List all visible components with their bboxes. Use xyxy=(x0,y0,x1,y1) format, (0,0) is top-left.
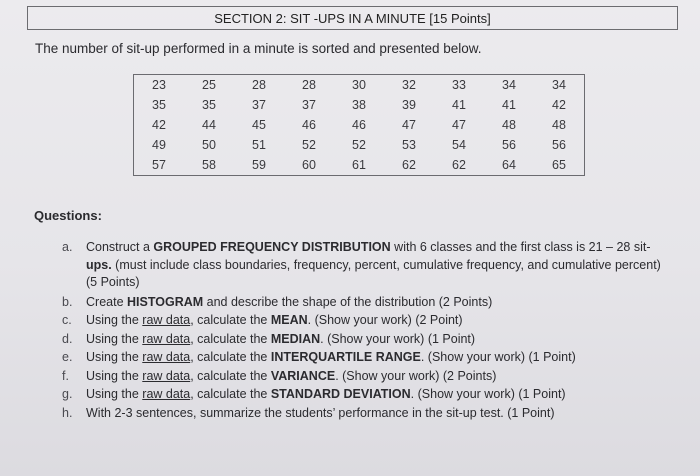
question-text xyxy=(86,312,668,330)
question-letter: b. xyxy=(62,294,73,309)
text-run: raw data xyxy=(142,387,191,401)
question-text xyxy=(86,239,668,292)
question-letter: a. xyxy=(62,240,73,254)
question-f xyxy=(62,368,668,386)
table-cell: 28 xyxy=(302,78,316,92)
question-h xyxy=(62,405,668,423)
table-cell: 54 xyxy=(452,138,466,152)
table-cell: 57 xyxy=(152,158,166,172)
table-cell: 46 xyxy=(302,118,316,132)
text-run: Using the xyxy=(86,350,143,364)
text-run: Using the xyxy=(86,331,143,346)
text-run: , calculate the xyxy=(190,368,271,383)
question-b xyxy=(62,294,668,312)
text-run: Construct a xyxy=(86,240,154,254)
text-run: . (Show your work) (1 Point) xyxy=(410,387,566,401)
table-cell: 33 xyxy=(452,78,466,92)
table-cell: 30 xyxy=(352,78,366,92)
questions-heading: Questions: xyxy=(34,208,102,223)
question-g xyxy=(62,386,668,404)
table-cell: 47 xyxy=(402,118,416,132)
table-cell: 59 xyxy=(252,158,266,172)
text-run: , calculate the xyxy=(190,313,271,327)
question-e xyxy=(62,349,668,367)
text-run: STANDARD DEVIATION xyxy=(270,387,411,401)
table-cell: 44 xyxy=(202,118,216,132)
text-run: with 6 classes and the first class is 21 – 28 sit- xyxy=(390,240,651,254)
table-cell: 37 xyxy=(252,98,266,112)
table-row xyxy=(134,155,585,176)
table-cell: 35 xyxy=(152,98,166,112)
table-cell: 25 xyxy=(202,78,216,92)
data-table xyxy=(133,74,585,176)
table-cell: 62 xyxy=(402,158,416,172)
question-a xyxy=(62,239,668,292)
table-cell: 53 xyxy=(402,138,416,152)
text-run: . (Show your work) (2 Points) xyxy=(335,368,497,383)
table-cell: 34 xyxy=(552,78,566,92)
table-row xyxy=(134,135,585,155)
table-cell: 65 xyxy=(552,158,566,172)
table-cell: 23 xyxy=(152,78,166,92)
table-cell: 32 xyxy=(402,78,416,92)
table-cell: 61 xyxy=(352,158,366,172)
question-letter: c. xyxy=(62,313,72,327)
text-run: (must include class boundaries, frequency, percent, cumulative frequency, and cumulative percent) (5 Points) xyxy=(86,257,661,289)
question-c xyxy=(62,312,668,330)
question-letter: f. xyxy=(62,368,69,383)
text-run: Using the xyxy=(86,368,143,383)
table-cell: 28 xyxy=(252,78,266,92)
table-cell: 46 xyxy=(352,118,366,132)
question-text xyxy=(86,294,668,312)
table-cell: 41 xyxy=(452,98,466,112)
table-cell: 50 xyxy=(202,138,216,152)
table-cell: 62 xyxy=(452,158,466,172)
table-cell: 56 xyxy=(502,138,516,152)
text-run: INTERQUARTILE RANGE xyxy=(270,350,421,364)
table-cell: 35 xyxy=(202,98,216,112)
table-cell: 42 xyxy=(552,98,566,112)
text-run: raw data xyxy=(142,368,191,383)
table-row xyxy=(134,95,585,115)
table-cell: 48 xyxy=(552,118,566,132)
question-text xyxy=(86,331,668,349)
text-run: Create xyxy=(86,294,127,309)
table-cell: 64 xyxy=(502,158,516,172)
table-row xyxy=(134,115,585,135)
text-run: . (Show your work) (2 Point) xyxy=(307,313,463,327)
table-cell: 47 xyxy=(452,118,466,132)
text-run: MEDIAN xyxy=(270,331,321,346)
table-cell: 52 xyxy=(302,138,316,152)
table-cell: 45 xyxy=(252,118,266,132)
question-letter: e. xyxy=(62,350,73,364)
table-cell: 60 xyxy=(302,158,316,172)
table-cell: 51 xyxy=(252,138,266,152)
table-cell: 49 xyxy=(152,138,166,152)
table-cell: 39 xyxy=(402,98,416,112)
question-text xyxy=(86,349,668,367)
table-cell: 56 xyxy=(552,138,566,152)
text-run: , calculate the xyxy=(190,350,271,364)
question-letter: g. xyxy=(62,387,73,401)
table-cell: 37 xyxy=(302,98,316,112)
table-cell: 52 xyxy=(352,138,366,152)
table-row xyxy=(134,75,585,96)
text-run: Using the xyxy=(86,313,143,327)
table-cell: 34 xyxy=(502,78,516,92)
text-run: raw data xyxy=(142,350,191,364)
table-cell: 41 xyxy=(502,98,516,112)
text-run: MEAN xyxy=(270,313,308,327)
text-run: raw data xyxy=(142,331,191,346)
question-text xyxy=(86,405,668,423)
section-title: SECTION 2: SIT -UPS IN A MINUTE [15 Points] xyxy=(27,6,678,30)
question-text xyxy=(86,368,668,386)
question-d xyxy=(62,331,668,349)
table-cell: 48 xyxy=(502,118,516,132)
text-run: GROUPED FREQUENCY DISTRIBUTION xyxy=(153,240,391,254)
text-run: Using the xyxy=(86,387,143,401)
text-run: and describe the shape of the distribution (2 Points) xyxy=(203,294,493,309)
table-cell: 58 xyxy=(202,158,216,172)
question-text xyxy=(86,386,668,404)
text-run: ups. xyxy=(86,257,112,272)
text-run: HISTOGRAM xyxy=(127,294,204,309)
text-run: With 2-3 sentences, summarize the students’ performance in the sit-up test. (1 Point) xyxy=(86,405,555,420)
text-run: . (Show your work) (1 Point) xyxy=(420,350,576,364)
text-run: VARIANCE xyxy=(270,368,336,383)
questions-list xyxy=(62,239,668,422)
table-cell: 38 xyxy=(352,98,366,112)
question-letter: h. xyxy=(62,405,73,420)
table-cell: 42 xyxy=(152,118,166,132)
text-run: raw data xyxy=(142,313,191,327)
text-run: , calculate the xyxy=(190,331,271,346)
text-run: , calculate the xyxy=(190,387,271,401)
intro-text: The number of sit-up performed in a minute is sorted and presented below. xyxy=(35,41,482,56)
text-run: . (Show your work) (1 Point) xyxy=(320,331,476,346)
question-letter: d. xyxy=(62,331,73,346)
